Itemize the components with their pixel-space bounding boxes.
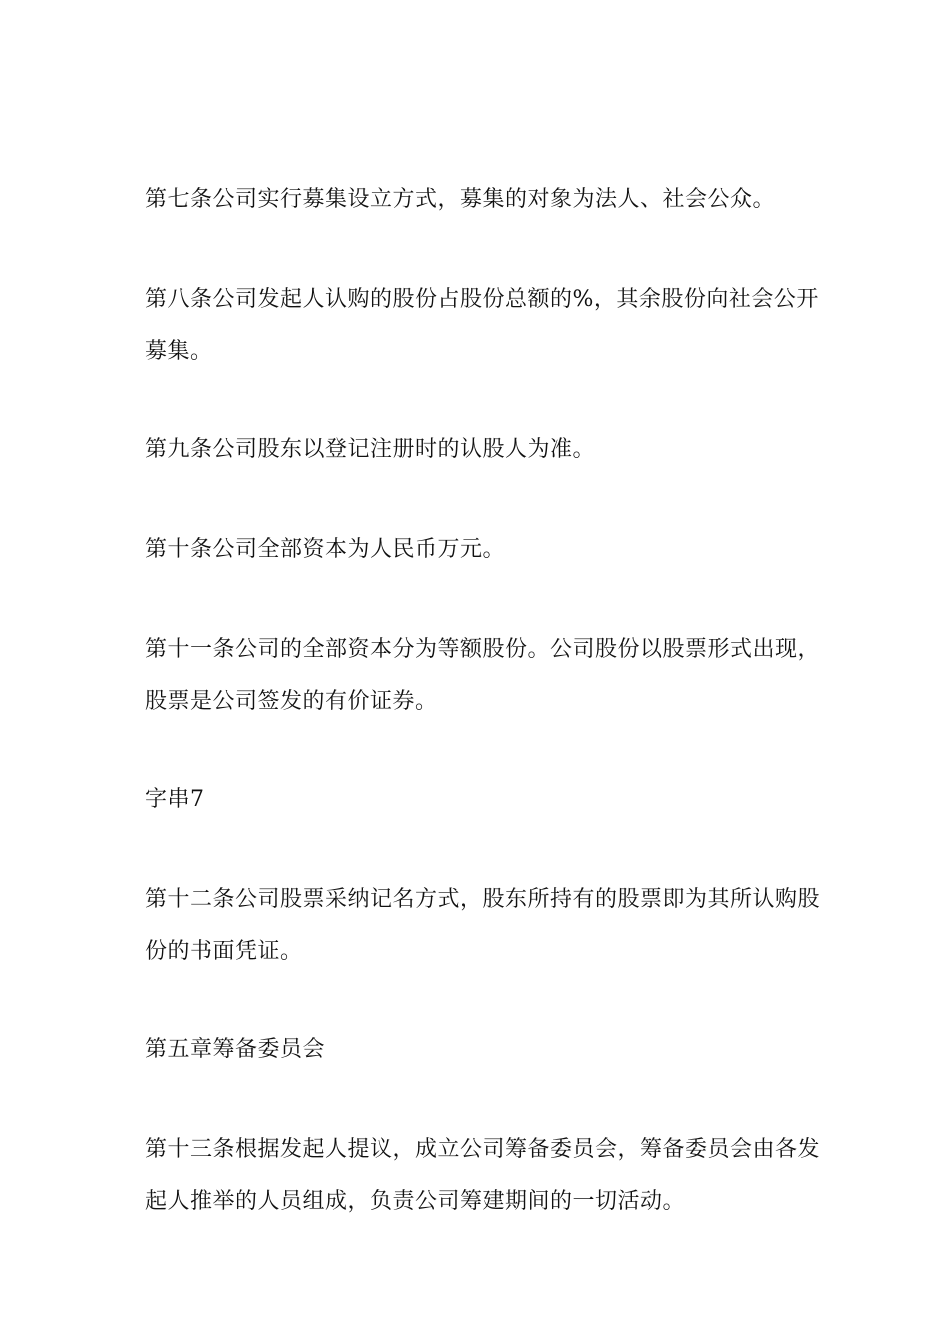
article-11-paragraph: 第十一条公司的全部资本分为等额股份。公司股份以股票形式出现，股票是公司签发的有价证券。 bbox=[145, 637, 821, 714]
marker-text: 字串7 bbox=[145, 787, 205, 812]
article-13-paragraph: 第十三条根据发起人提议，成立公司筹备委员会，筹备委员会由各发起人推举的人员组成，负责公司筹建期间的一切活动。 bbox=[145, 1137, 821, 1214]
article-9-paragraph: 第九条公司股东以登记注册时的认股人为准。 bbox=[145, 437, 596, 462]
article-7-paragraph: 第七条公司实行募集设立方式，募集的对象为法人、社会公众。 bbox=[145, 187, 776, 212]
article-10-paragraph: 第十条公司全部资本为人民币万元。 bbox=[145, 537, 506, 562]
article-8-paragraph: 第八条公司发起人认购的股份占股份总额的%，其余股份向社会公开募集。 bbox=[145, 287, 819, 364]
chapter-5-heading: 第五章筹备委员会 bbox=[145, 1037, 326, 1062]
article-12-paragraph: 第十二条公司股票采纳记名方式，股东所持有的股票即为其所认购股份的书面凭证。 bbox=[145, 887, 821, 964]
